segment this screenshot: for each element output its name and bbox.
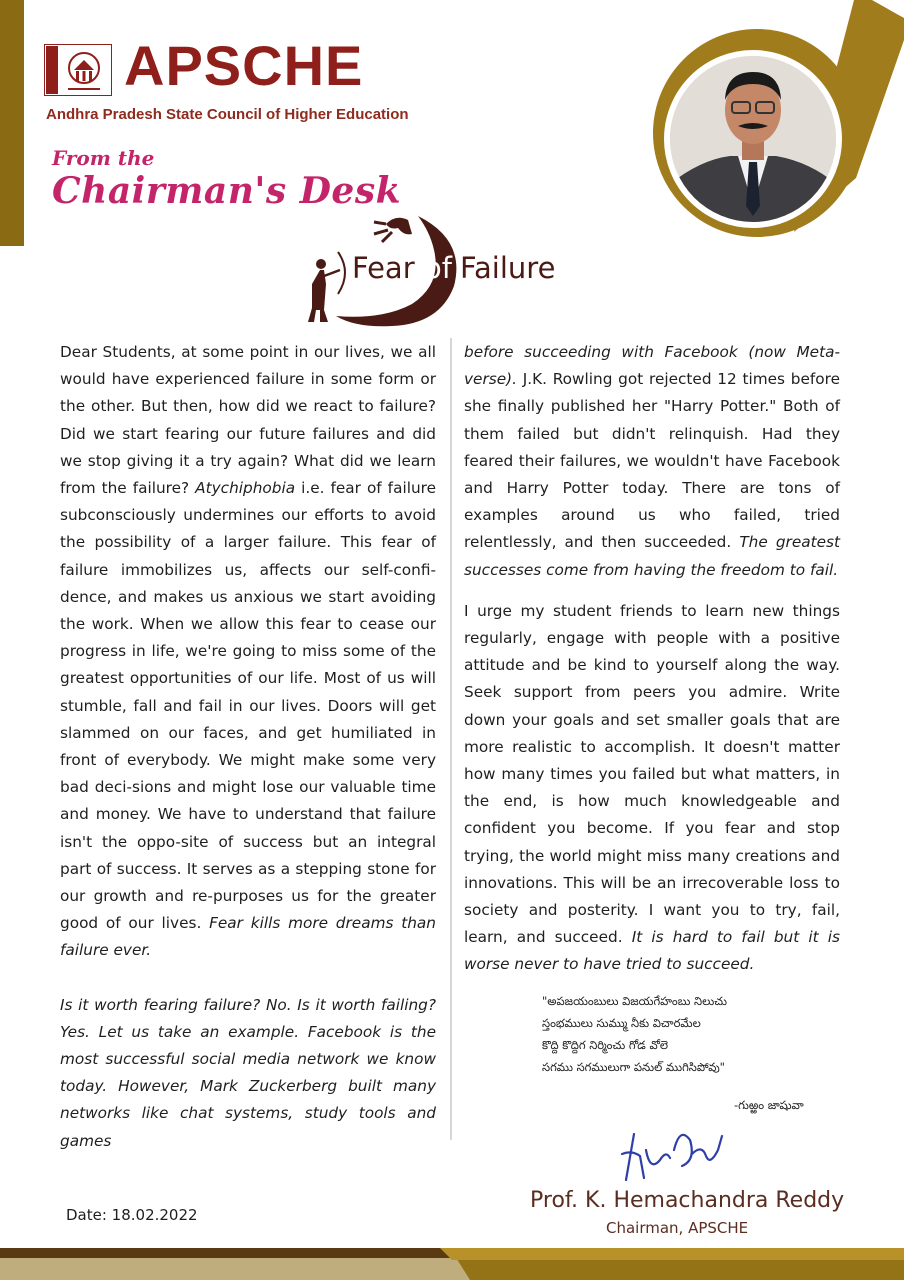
bottom-decoration xyxy=(0,1248,904,1280)
of-word: of xyxy=(424,251,452,285)
chairmans-desk-heading: Chairman's Desk xyxy=(52,170,402,212)
fear-word: Fear xyxy=(352,251,415,285)
text-run: I urge my student friends to learn new things regularly, engage with people with a positive attitude and be kind to yourself along the way. Seek support from peers you admire. Write down your goals and set smaller goals that are more realistic to accomplish. It doesn't matter how many times you failed but what matters, in the end, is how much knowledgeable and confident you become. If you fear and stop trying, the world might miss many creations and innovations. This will be an irrecoverable loss to society and posterity. I want you to try, fail, learn, and succeed. xyxy=(464,601,840,947)
signatory-title: Chairman, APSCHE xyxy=(606,1219,749,1237)
left-paragraph-2 xyxy=(60,992,436,1155)
text-run: J.K. Rowling got rejected 12 times before she finally published her "Harry Potter." Both of them failed but didn't relinquish. Had they feared their failures, we wouldn't have Facebook and Harry Potter today. There are tons of examples around us who failed, tried relentlessly, and then succeeded. xyxy=(464,370,840,552)
emphasis-continuation: before succeeding with Facebook (now Meta-verse). xyxy=(464,343,840,389)
right-paragraph-1 xyxy=(464,339,840,584)
telugu-quote xyxy=(542,990,727,1078)
quote-line: సగము సగములుగా పనుల్ ముగిసిపోవు" xyxy=(542,1060,725,1074)
failure-word: Failure xyxy=(460,251,556,285)
emphasis-atychiphobia: Atychiphobia xyxy=(195,479,296,498)
left-paragraph-1 xyxy=(60,339,436,965)
logo-wordmark: APSCHE xyxy=(124,34,364,97)
letter-date: Date: 18.02.2022 xyxy=(66,1206,198,1224)
text-run: i.e. fear of failure subconsciously undermines our efforts to avoid the possibility of a larger failure. This fear of failure immobilizes us, affects our self-confi-dence, and makes us anxious we start avoiding the work. When we allow this fear to cease our progress in life, we're going to miss some of the greatest opportunities of our life. Most of us will stumble, fall and fail in our lives. Doors will get slammed on our faces, and get humiliated in front of everybody. We might make some very bad deci-sions and might lose our valuable time and money. We have to understand that failure isn't the oppo-site of success but an integral part of success. It serves as a stepping stone for our growth and re-purposes us for the greater good of our lives. xyxy=(60,479,437,933)
from-the-heading: From the xyxy=(52,146,155,170)
quote-line: స్తంభములు సుమ్ము నీకు విచారమేల xyxy=(542,1016,701,1030)
quote-line: "అపజయంబులు విజయగేహంబు నిలుచు xyxy=(542,994,727,1008)
right-paragraph-2 xyxy=(464,598,840,979)
chairman-photo xyxy=(664,50,842,228)
apsche-logo-emblem xyxy=(44,44,112,96)
emphasis-paragraph: Is it worth fearing failure? No. Is it worth failing? Yes. Let us take an example. Facebook is the most successful social media network we know today. However, Mark Zuckerberg built many networks like chat systems, study tools and games xyxy=(60,995,436,1150)
text-run: Dear Students, at some point in our lives, we all would have experienced failure in some form or the other. But then, how did we react to failure? Did we start fearing our future failures and did we stop giving it a try again? What did we learn from the failure? xyxy=(60,343,436,498)
logo-subtitle: Andhra Pradesh State Council of Higher Education xyxy=(46,106,409,123)
quote-line: కొద్ది కొద్దిగ నిర్మించు గోడ వోలె xyxy=(542,1038,669,1052)
column-divider xyxy=(450,338,452,1140)
left-column xyxy=(60,339,436,1155)
left-accent-bar xyxy=(0,0,24,246)
emphasis-quote: The greatest successes come from having the freedom to fail. xyxy=(464,533,840,579)
emphasis-quote: It is hard to fail but it is worse never to have tried to succeed. xyxy=(464,928,840,974)
quote-author: -గుఱ్ఱం జాషువా xyxy=(734,1098,804,1112)
signatory-name: Prof. K. Hemachandra Reddy xyxy=(530,1188,845,1213)
emphasis-quote: Fear kills more dreams than failure ever. xyxy=(60,914,436,960)
right-column xyxy=(464,339,840,979)
signature xyxy=(610,1120,730,1186)
